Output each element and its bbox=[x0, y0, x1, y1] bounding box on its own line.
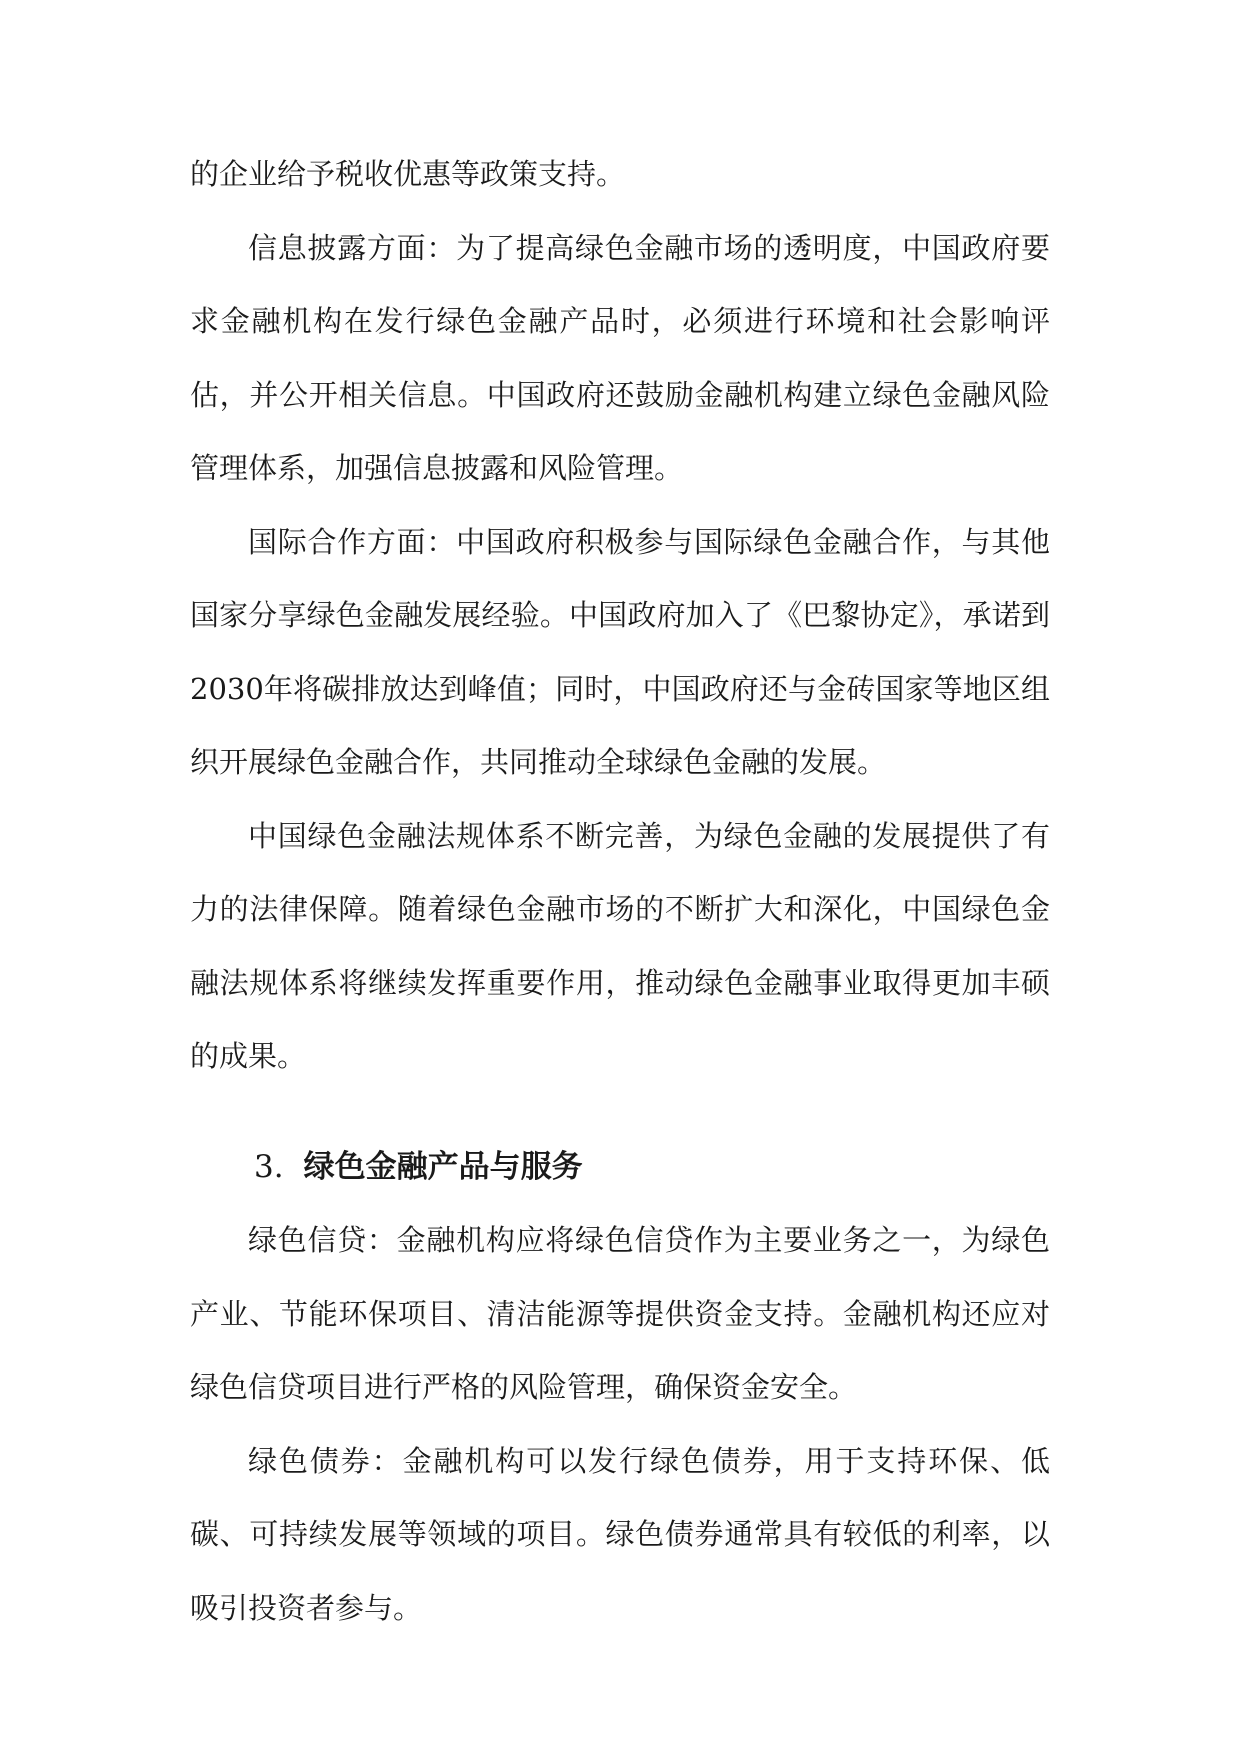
paragraph-green-credit: 绿色信贷：金融机构应将绿色信贷作为主要业务之一，为绿色产业、节能环保项目、清洁能源等提供资金支持。金融机构还应对绿色信贷项目进行严格的风险管理，确保资金安全。 bbox=[190, 1223, 1050, 1404]
paragraph-information-disclosure: 信息披露方面：为了提高绿色金融市场的透明度，中国政府要求金融机构在发行绿色金融产品时，必须进行环境和社会影响评估，并公开相关信息。中国政府还鼓励金融机构建立绿色金融风险管理体系，加强信息披露和风险管理。 bbox=[190, 230, 1050, 485]
paragraph-continuation: 的企业给予税收优惠等政策支持。 bbox=[190, 157, 626, 191]
paragraph-green-bonds: 绿色债券：金融机构可以发行绿色债券，用于支持环保、低碳、可持续发展等领域的项目。绿色债券通常具有较低的利率，以吸引投资者参与。 bbox=[190, 1443, 1050, 1625]
section-title: 绿色金融产品与服务 bbox=[303, 1148, 583, 1185]
document-body bbox=[190, 138, 1050, 1645]
paragraph-regulation-summary: 中国绿色金融法规体系不断完善，为绿色金融的发展提供了有力的法律保障。随着绿色金融市场的不断扩大和深化，中国绿色金融法规体系将继续发挥重要作用，推动绿色金融事业取得更加丰硕的成果。 bbox=[190, 818, 1050, 1073]
section-number: 3. bbox=[254, 1148, 284, 1185]
paragraph-international-cooperation: 国际合作方面：中国政府积极参与国际绿色金融合作，与其他国家分享绿色金融发展经验。中国政府加入了《巴黎协定》，承诺到2030年将碳排放达到峰值；同时，中国政府还与金砖国家等地区组织开展绿色金融合作，共同推动全球绿色金融的发展。 bbox=[190, 524, 1050, 779]
section-heading bbox=[190, 1131, 1050, 1205]
